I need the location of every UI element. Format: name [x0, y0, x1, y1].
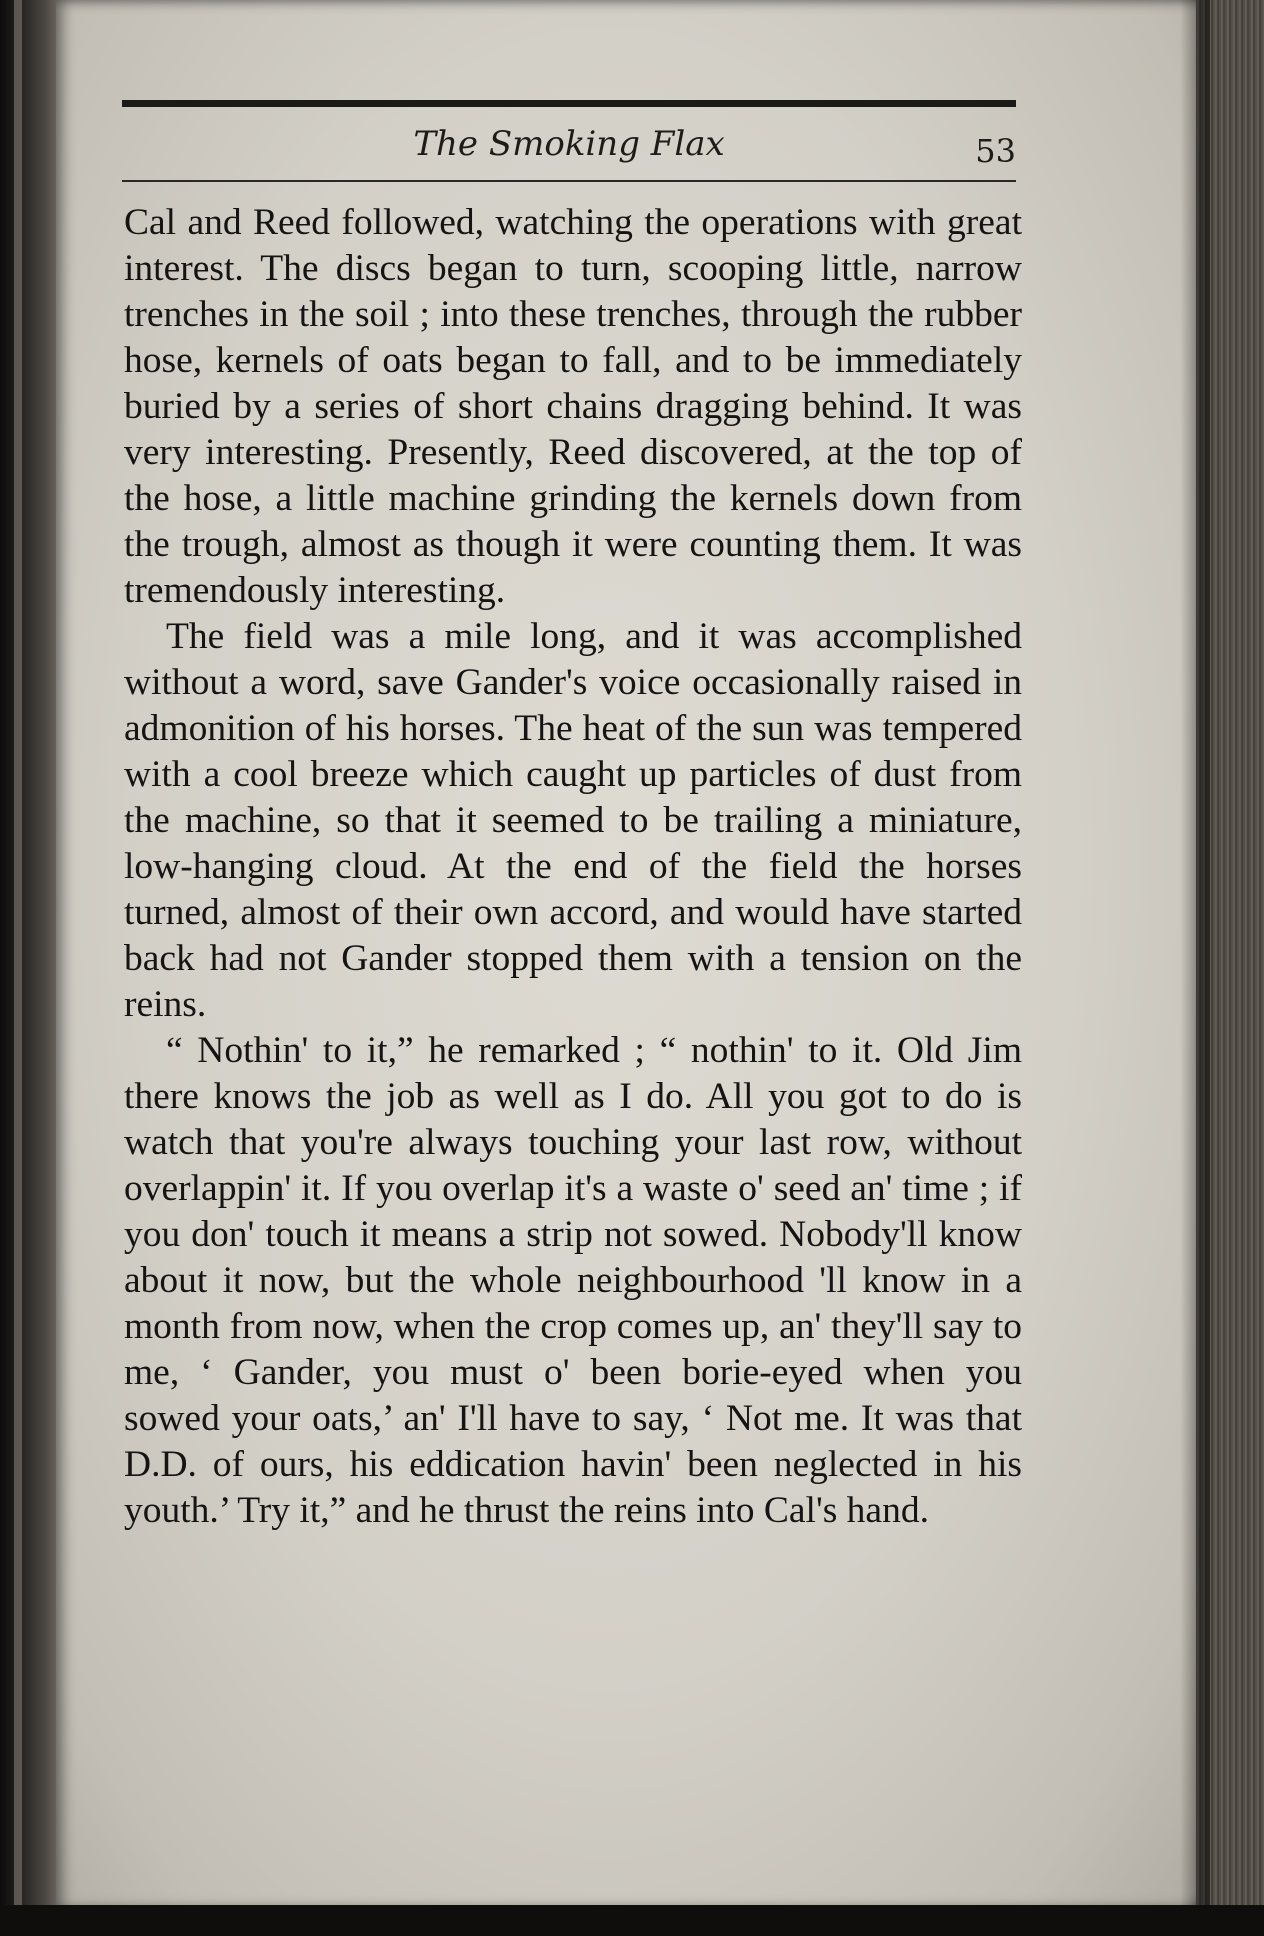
paragraph-3: “ Nothin' to it,” he remarked ; “ nothin' to it. Old Jim there knows the job as well as I do. All you got to do is watch that you're always touching your last row, without overlappin' it. If you overlap it's a waste o' seed an' time ; if you don' touch it means a strip not sowed. Nobody'll know about it now, but the whole neighbourhood 'll know in a month from now, when the crop comes up, an' they'll say to me, ‘ Gander, you must o' been borie-eyed when you sowed your oats,’ an' I'll have to say, ‘ Not me. It was that D.D. of ours, his eddication havin' been neglected in his youth.’ Try it,” and he thrust the reins into Cal's hand. — [124, 1030, 1022, 1531]
page-number: 53 — [975, 132, 1016, 170]
page-edge-shadow — [1180, 0, 1210, 1936]
paragraph-1: Cal and Reed followed, watching the operations with great interest. The discs began to turn, scooping little, narrow trenches in the soil ; into these trenches, through the rubber hose, kernels of oats began to fall, and to be immediately buried by a series of short chains dragging behind. It was very interesting. Presently, Reed discovered, at the top of the hose, a little machine grinding the kernels down from the trough, almost as though it were counting them. It was tremendously interesting. — [124, 202, 1022, 611]
book-binding-left — [0, 0, 60, 1936]
body-text — [124, 200, 1022, 1534]
bottom-shadow — [0, 1905, 1264, 1936]
paragraph-2: The field was a mile long, and it was accomplished without a word, save Gander's voice occasionally raised in admonition of his horses. The heat of the sun was tempered with a cool breeze which caught up particles of dust from the machine, so that it seemed to be trailing a miniature, low-hanging cloud. At the end of the field the horses turned, almost of their own accord, and would have started back had not Gander stopped them with a tension on the reins. — [124, 616, 1022, 1025]
header-rule-bottom — [122, 180, 1016, 182]
header-rule-top — [122, 100, 1016, 107]
running-title: The Smoking Flax — [413, 124, 725, 164]
running-header — [122, 118, 1016, 174]
previous-page-edge — [14, 0, 22, 1936]
